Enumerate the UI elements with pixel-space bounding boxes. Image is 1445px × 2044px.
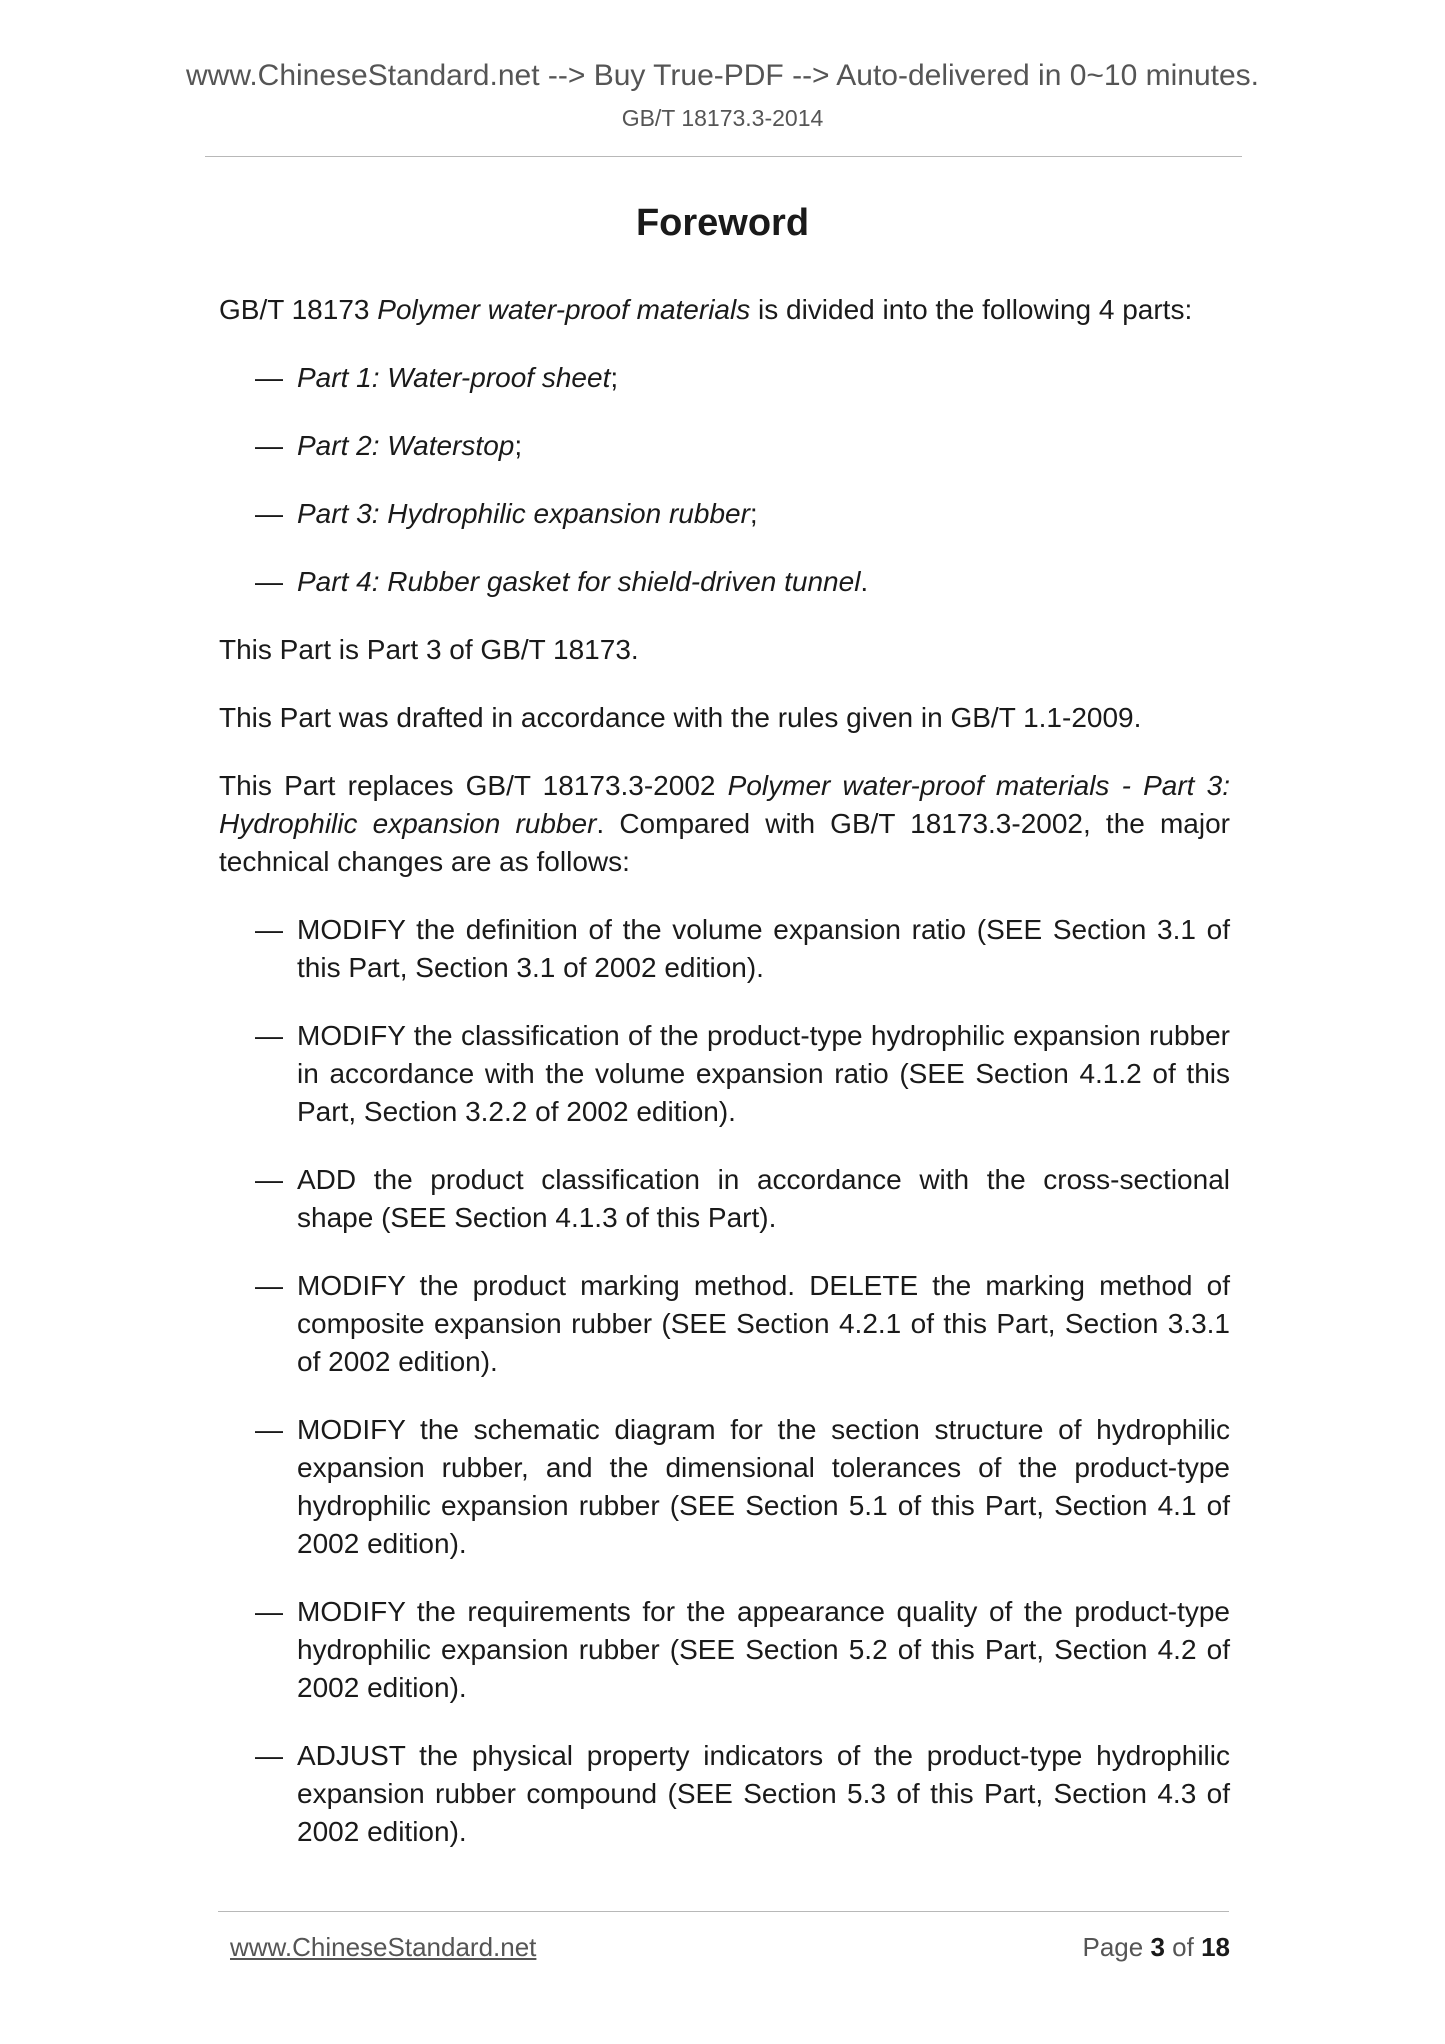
- change-text: ADD the product classification in accordance with the cross-sectional shape (SEE Section 4.1.3 of this Part).: [297, 1164, 1230, 1233]
- of-label: of: [1172, 1932, 1194, 1962]
- dash-bullet: —: [255, 1414, 283, 1445]
- dash-bullet: —: [255, 1020, 283, 1051]
- page-label: Page: [1082, 1932, 1144, 1962]
- replaces-paragraph: [219, 767, 1230, 881]
- change-item: [219, 1593, 1230, 1707]
- change-item: [219, 911, 1230, 987]
- dash-bullet: —: [255, 430, 283, 461]
- change-item: [219, 1737, 1230, 1851]
- part-title: Part 1: Water-proof sheet: [297, 362, 611, 393]
- replaces-text-end: . Compared with GB/T 18173.3-2002, the major technical changes are as follows:: [219, 808, 1230, 877]
- dash-bullet: —: [255, 1740, 283, 1771]
- dash-bullet: —: [255, 566, 283, 597]
- change-text: MODIFY the definition of the volume expansion ratio (SEE Section 3.1 of this Part, Section 3.1 of 2002 edition).: [297, 914, 1230, 983]
- replaces-text: This Part replaces GB/T 18173.3-2002: [219, 770, 728, 801]
- page-number: [1082, 1931, 1230, 1963]
- part-title: Part 3: Hydrophilic expansion rubber: [297, 498, 750, 529]
- part-paragraph: This Part is Part 3 of GB/T 18173.: [219, 634, 639, 665]
- dash-bullet: —: [255, 1596, 283, 1627]
- dash-bullet: —: [255, 362, 283, 393]
- header-divider: [205, 156, 1242, 157]
- change-text: MODIFY the schematic diagram for the section structure of hydrophilic expansion rubber, and the dimensional tolerances of the product-type hydrophilic expansion rubber (SEE Section 5.1 of this Part, Section 4.1 of 2002 edition).: [297, 1414, 1230, 1559]
- intro-title: Polymer water-proof materials: [377, 294, 751, 325]
- list-item: [219, 563, 1230, 601]
- dash-bullet: —: [255, 498, 283, 529]
- list-item: [219, 495, 1230, 533]
- document-body: [219, 291, 1230, 1881]
- punctuation: ;: [610, 362, 619, 393]
- current-page: 3: [1150, 1932, 1165, 1962]
- intro-text: GB/T 18173: [219, 294, 378, 325]
- change-text: ADJUST the physical property indicators of the product-type hydrophilic expansion rubber compound (SEE Section 5.3 of this Part, Section 4.3 of 2002 edition).: [297, 1740, 1230, 1847]
- list-item: [219, 427, 1230, 465]
- change-item: [219, 1411, 1230, 1563]
- footer-divider: [218, 1911, 1229, 1912]
- punctuation: .: [860, 566, 869, 597]
- footer-site-link[interactable]: www.ChineseStandard.net: [230, 1932, 537, 1962]
- change-text: MODIFY the product marking method. DELETE the marking method of composite expansion rubber (SEE Section 4.2.1 of this Part, Section 3.3.1 of 2002 edition).: [297, 1270, 1230, 1377]
- standard-id: GB/T 18173.3-2014: [621, 105, 824, 131]
- total-pages: 18: [1201, 1932, 1230, 1962]
- replaced-standard-title: Polymer water-proof materials - Part 3: Hydrophilic expansion rubber: [219, 770, 1231, 839]
- change-text: MODIFY the requirements for the appearance quality of the product-type hydrophilic expansion rubber (SEE Section 5.2 of this Part, Section 4.2 of 2002 edition).: [297, 1596, 1230, 1703]
- page-title: Foreword: [635, 202, 810, 244]
- change-item: [219, 1161, 1230, 1237]
- drafted-paragraph: This Part was drafted in accordance with the rules given in GB/T 1.1-2009.: [219, 702, 1142, 733]
- punctuation: ;: [749, 498, 758, 529]
- punctuation: ;: [514, 430, 523, 461]
- dash-bullet: —: [255, 914, 283, 945]
- change-text: MODIFY the classification of the product-type hydrophilic expansion rubber in accordance with the volume expansion ratio (SEE Section 4.1.2 of this Part, Section 3.2.2 of 2002 edition).: [297, 1020, 1230, 1127]
- part-title: Part 4: Rubber gasket for shield-driven tunnel: [297, 566, 861, 597]
- change-item: [219, 1267, 1230, 1381]
- header-banner: www.ChineseStandard.net --> Buy True-PDF --> Auto-delivered in 0~10 minutes.: [185, 59, 1260, 92]
- change-item: [219, 1017, 1230, 1131]
- dash-bullet: —: [255, 1270, 283, 1301]
- part-title: Part 2: Waterstop: [297, 430, 515, 461]
- dash-bullet: —: [255, 1164, 283, 1195]
- list-item: [219, 359, 1230, 397]
- intro-text-end: is divided into the following 4 parts:: [750, 294, 1193, 325]
- intro-paragraph: [219, 291, 1230, 329]
